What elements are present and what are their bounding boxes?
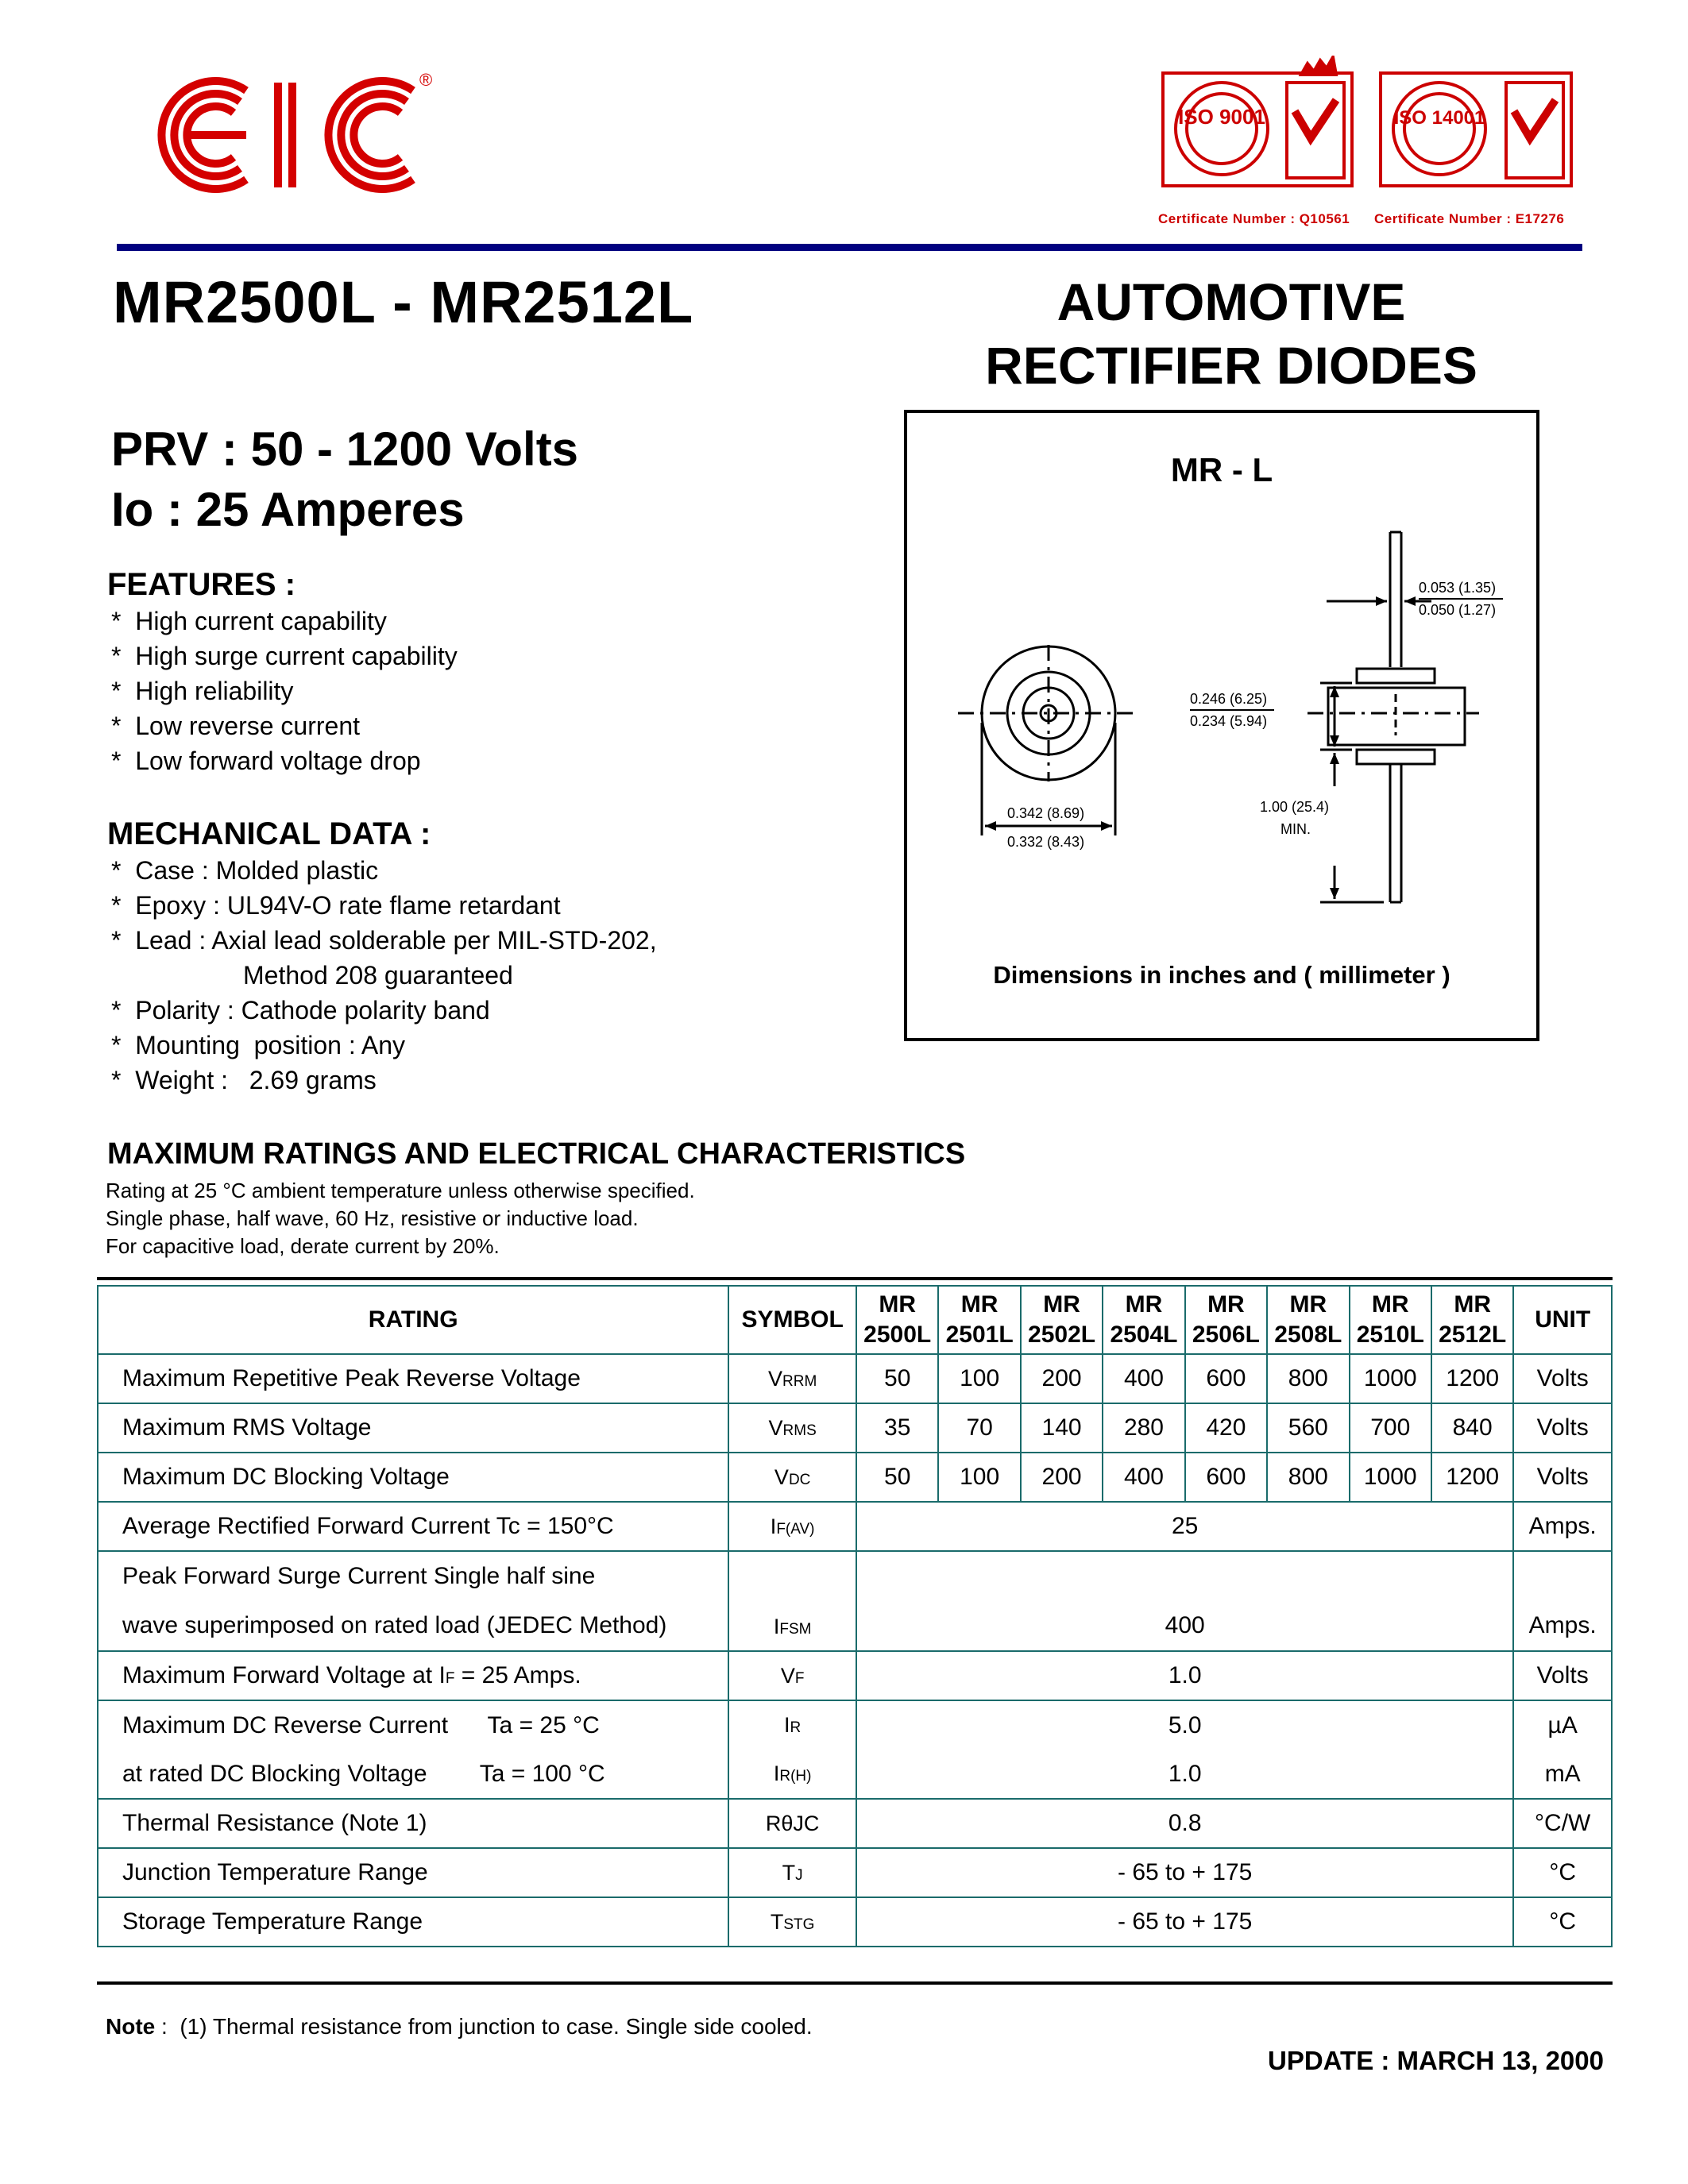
features-list	[111, 604, 458, 778]
value-cell: 560	[1267, 1403, 1349, 1453]
condition-line: Rating at 25 °C ambient temperature unless otherwise specified.	[106, 1179, 695, 1202]
ratings-heading: MAXIMUM RATINGS AND ELECTRICAL CHARACTERISTICS	[107, 1137, 966, 1171]
list-item: * Low forward voltage drop	[111, 747, 421, 775]
package-outline-box	[904, 410, 1539, 1041]
logo-text: EIC	[151, 204, 154, 206]
table-row	[98, 1848, 1612, 1897]
mechanical-heading: MECHANICAL DATA :	[107, 816, 431, 851]
cert-number-2: Certificate Number : E17276	[1374, 211, 1565, 226]
rating-label: Peak Forward Surge Current Single half sine wave superimposed on rated load (JEDEC Method)	[98, 1551, 728, 1651]
page-title: MR2500L - MR2512L	[113, 269, 694, 335]
dim-lead-diameter-max: 0.053 (1.35)	[1419, 580, 1497, 596]
table-row	[98, 1750, 1612, 1799]
value-cell: 1200	[1431, 1453, 1513, 1502]
list-item: * High reliability	[111, 677, 294, 705]
rating-label: Maximum DC Reverse Current Ta = 25 °C	[98, 1700, 728, 1750]
table-row	[98, 1354, 1612, 1403]
value-cell: 0.8	[856, 1799, 1513, 1848]
symbol-cell: VF	[728, 1651, 856, 1700]
iso14001-seal-text: ISO 14001	[1393, 107, 1485, 129]
table-row	[98, 1551, 1612, 1651]
value-cell: 25	[856, 1502, 1513, 1551]
list-item-continuation: Method 208 guaranteed	[243, 961, 513, 990]
value-cell: - 65 to + 175	[856, 1897, 1513, 1947]
mechanical-list	[111, 853, 657, 1098]
rating-label: Thermal Resistance (Note 1)	[98, 1799, 728, 1848]
rating-label: Maximum Forward Voltage at IF = 25 Amps.	[98, 1651, 728, 1700]
subtitle-line-2: RECTIFIER DIODES	[985, 336, 1477, 395]
features-heading: FEATURES :	[107, 567, 296, 602]
table-top-rule	[97, 1277, 1613, 1280]
part-header: MR 2506L	[1185, 1286, 1267, 1354]
condition-line: Single phase, half wave, 60 Hz, resistive or inductive load.	[106, 1206, 639, 1230]
page-subtitle	[937, 270, 1525, 397]
list-item: * Case : Molded plastic	[111, 856, 379, 885]
symbol-cell: VDC	[728, 1453, 856, 1502]
value-cell: 50	[856, 1453, 938, 1502]
symbol-cell: IFSM	[728, 1551, 856, 1651]
value-cell: 400	[856, 1551, 1513, 1651]
rating-label: Storage Temperature Range	[98, 1897, 728, 1947]
header-rule	[117, 244, 1582, 251]
part-header: MR 2508L	[1267, 1286, 1349, 1354]
unit-cell: Volts	[1513, 1651, 1612, 1700]
list-item: * Lead : Axial lead solderable per MIL-STD-202,	[111, 926, 657, 955]
value-cell: 700	[1350, 1403, 1431, 1453]
unit-cell: °C	[1513, 1897, 1612, 1947]
unit-cell: Amps.	[1513, 1502, 1612, 1551]
unit-cell: Volts	[1513, 1354, 1612, 1403]
part-header: MR 2512L	[1431, 1286, 1513, 1354]
dim-body-length-max: 0.246 (6.25)	[1190, 691, 1268, 707]
registered-mark: ®	[419, 70, 433, 90]
unit-header: UNIT	[1513, 1286, 1612, 1354]
symbol-cell: IF(AV)	[728, 1502, 856, 1551]
dim-lead-length-note: MIN.	[1280, 821, 1311, 837]
table-row	[98, 1403, 1612, 1453]
value-cell: 600	[1185, 1453, 1267, 1502]
value-cell: 420	[1185, 1403, 1267, 1453]
condition-line: For capacitive load, derate current by 20%.	[106, 1234, 500, 1258]
rating-label: Junction Temperature Range	[98, 1848, 728, 1897]
ratings-conditions	[106, 1177, 695, 1260]
unit-cell: Volts	[1513, 1453, 1612, 1502]
prv-spec: PRV : 50 - 1200 Volts	[111, 423, 579, 476]
package-drawing	[907, 413, 1536, 1038]
package-name: MR - L	[1170, 451, 1273, 488]
symbol-cell: TSTG	[728, 1897, 856, 1947]
part-header: MR 2500L	[856, 1286, 938, 1354]
value-cell: 800	[1267, 1354, 1349, 1403]
value-cell: - 65 to + 175	[856, 1848, 1513, 1897]
unit-cell: °C	[1513, 1848, 1612, 1897]
dim-body-length-min: 0.234 (5.94)	[1190, 713, 1268, 729]
value-cell: 200	[1021, 1354, 1103, 1403]
unit-cell: Amps.	[1513, 1551, 1612, 1651]
table-row	[98, 1897, 1612, 1947]
value-cell: 1.0	[856, 1750, 1513, 1799]
certification-badges	[1160, 56, 1581, 191]
value-cell: 5.0	[856, 1700, 1513, 1750]
symbol-cell: IR(H)	[728, 1750, 856, 1799]
part-header: MR 2502L	[1021, 1286, 1103, 1354]
symbol-cell: RθJC	[728, 1799, 856, 1848]
value-cell: 400	[1103, 1354, 1184, 1403]
value-cell: 35	[856, 1403, 938, 1453]
key-specs	[111, 419, 578, 540]
cert-number-1: Certificate Number : Q10561	[1158, 211, 1350, 226]
table-row	[98, 1502, 1612, 1551]
part-header: MR 2510L	[1350, 1286, 1431, 1354]
update-date: UPDATE : MARCH 13, 2000	[1268, 2046, 1604, 2075]
footnote-label: Note	[106, 2014, 156, 2039]
value-cell: 1.0	[856, 1651, 1513, 1700]
rating-label: Average Rectified Forward Current Tc = 150°C	[98, 1502, 728, 1551]
rating-label: Maximum RMS Voltage	[98, 1403, 728, 1453]
io-spec: Io : 25 Amperes	[111, 483, 465, 536]
list-item: * High surge current capability	[111, 642, 458, 670]
table-header-row	[98, 1286, 1612, 1354]
subtitle-line-1: AUTOMOTIVE	[1056, 272, 1406, 331]
iso9001-seal-text: ISO 9001	[1178, 105, 1265, 129]
rating-label: Maximum DC Blocking Voltage	[98, 1453, 728, 1502]
value-cell: 1000	[1350, 1354, 1431, 1403]
list-item: * Weight : 2.69 grams	[111, 1066, 377, 1094]
symbol-cell: TJ	[728, 1848, 856, 1897]
table-row	[98, 1700, 1612, 1750]
rating-label: Maximum Repetitive Peak Reverse Voltage	[98, 1354, 728, 1403]
table-row	[98, 1453, 1612, 1502]
footnote	[106, 2014, 813, 2039]
table-bottom-rule	[97, 1981, 1613, 1985]
unit-cell: mA	[1513, 1750, 1612, 1799]
symbol-cell: VRMS	[728, 1403, 856, 1453]
value-cell: 1000	[1350, 1453, 1431, 1502]
list-item: * Polarity : Cathode polarity band	[111, 996, 490, 1024]
unit-cell: µA	[1513, 1700, 1612, 1750]
ratings-table	[97, 1285, 1613, 1947]
value-cell: 70	[938, 1403, 1020, 1453]
symbol-header: SYMBOL	[728, 1286, 856, 1354]
value-cell: 600	[1185, 1354, 1267, 1403]
symbol-cell: IR	[728, 1700, 856, 1750]
value-cell: 400	[1103, 1453, 1184, 1502]
value-cell: 1200	[1431, 1354, 1513, 1403]
rating-label: at rated DC Blocking Voltage Ta = 100 °C	[98, 1750, 728, 1799]
dim-body-diameter-min: 0.332 (8.43)	[1007, 834, 1085, 850]
table-row	[98, 1799, 1612, 1848]
package-caption: Dimensions in inches and ( millimeter )	[993, 961, 1450, 989]
table-row	[98, 1651, 1612, 1700]
part-header: MR 2501L	[938, 1286, 1020, 1354]
list-item: * Low reverse current	[111, 712, 361, 740]
value-cell: 200	[1021, 1453, 1103, 1502]
value-cell: 100	[938, 1453, 1020, 1502]
list-item: * Mounting position : Any	[111, 1031, 405, 1059]
dim-lead-diameter-min: 0.050 (1.27)	[1419, 602, 1497, 618]
symbol-cell: VRRM	[728, 1354, 856, 1403]
list-item: * Epoxy : UL94V-O rate flame retardant	[111, 891, 561, 920]
value-cell: 280	[1103, 1403, 1184, 1453]
part-header: MR 2504L	[1103, 1286, 1184, 1354]
footnote-text: : (1) Thermal resistance from junction to case. Single side cooled.	[155, 2014, 813, 2039]
value-cell: 140	[1021, 1403, 1103, 1453]
value-cell: 840	[1431, 1403, 1513, 1453]
eic-logo	[151, 64, 437, 206]
list-item: * High current capability	[111, 607, 387, 635]
value-cell: 800	[1267, 1453, 1349, 1502]
unit-cell: °C/W	[1513, 1799, 1612, 1848]
dim-body-diameter-max: 0.342 (8.69)	[1007, 805, 1085, 821]
dim-lead-length: 1.00 (25.4)	[1260, 799, 1330, 815]
value-cell: 100	[938, 1354, 1020, 1403]
value-cell: 50	[856, 1354, 938, 1403]
unit-cell: Volts	[1513, 1403, 1612, 1453]
rating-header: RATING	[98, 1286, 728, 1354]
